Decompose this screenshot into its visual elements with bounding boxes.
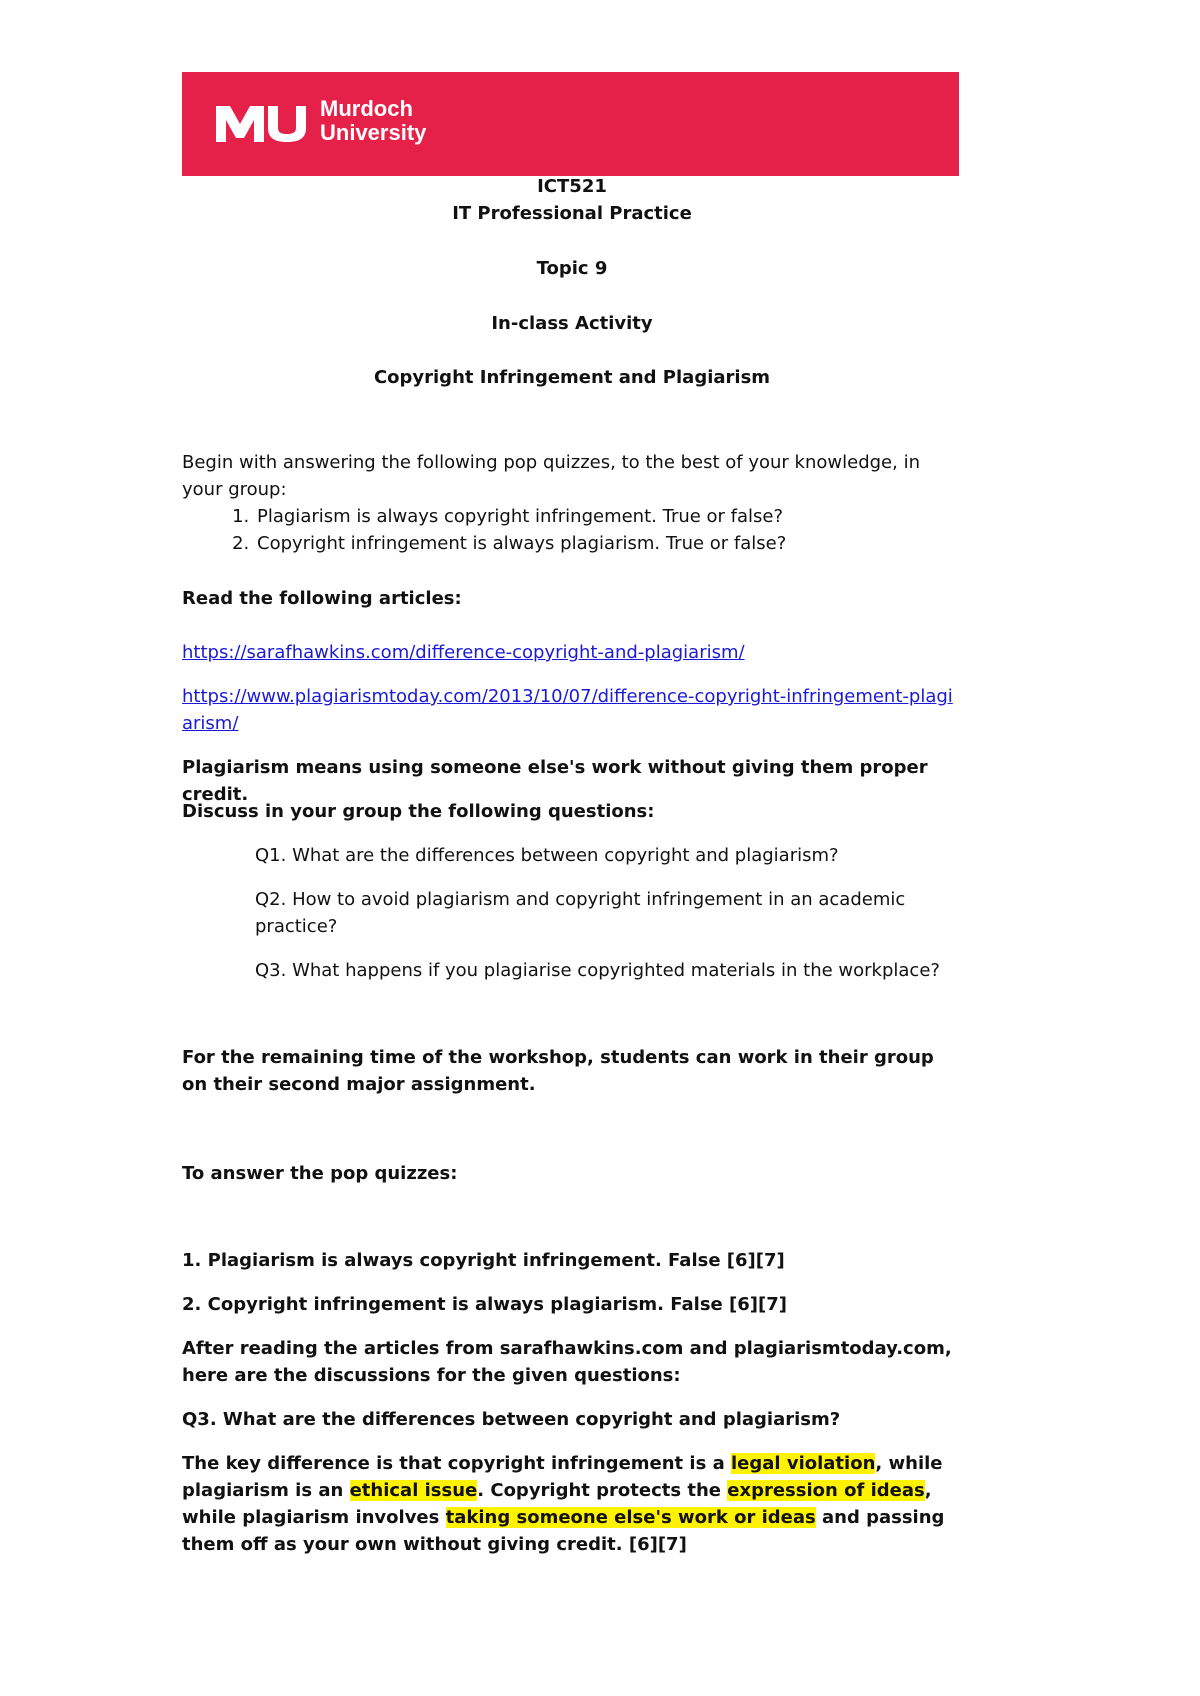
remaining-time-note: For the remaining time of the workshop, students can work in their group on their second major assignment. [182,1047,934,1095]
list-item: 2. Copyright infringement is always plagiarism. True or false? [255,530,975,557]
plagiarism-definition: Plagiarism means using someone else's work without giving them proper credit. [182,757,928,805]
question-1: Q1. What are the differences between copyright and plagiarism? [255,845,839,866]
discuss-heading: Discuss in your group the following questions: [182,801,655,822]
topic-label: Topic 9 [536,258,608,279]
answer-1: 1. Plagiarism is always copyright infringement. False [6][7] [182,1250,785,1271]
read-heading: Read the following articles: [182,588,462,609]
key-diff-text: The key difference is that copyright infringement is a [182,1453,731,1474]
answer-heading: To answer the pop quizzes: [182,1163,458,1184]
list-item: 1. Plagiarism is always copyright infringement. True or false? [255,503,975,530]
university-name-line1: Murdoch [320,96,413,121]
key-diff-text: , while plagiarism is an [182,1453,943,1501]
highlight-ethical-issue: ethical issue [349,1480,478,1501]
q3-heading: Q3. What are the differences between copyright and plagiarism? [182,1409,841,1430]
highlight-expression-of-ideas: expression of ideas [727,1480,925,1501]
university-logo [216,97,426,145]
course-code: ICT521 [537,176,607,197]
question-3: Q3. What happens if you plagiarise copyrighted materials in the workplace? [255,960,940,981]
article-link-2[interactable]: https://www.plagiarismtoday.com/2013/10/07/difference-copyright-infringement-plagiarism/ [182,686,953,734]
key-difference-paragraph [182,1450,962,1558]
quiz-list [182,503,975,557]
university-name [320,97,426,145]
activity-label: In-class Activity [491,313,653,334]
university-banner [182,72,959,176]
after-reading-text: After reading the articles from sarafhawkins.com and plagiarismtoday.com, here are the discussions for the given questions: [182,1338,952,1386]
key-diff-text: . Copyright protects the [477,1480,728,1501]
course-name: IT Professional Practice [452,203,692,224]
highlight-taking-work: taking someone else's work or ideas [445,1507,816,1528]
mu-logo-icon [216,100,310,142]
question-2: Q2. How to avoid plagiarism and copyright infringement in an academic practice? [255,889,906,937]
page-title: Copyright Infringement and Plagiarism [373,367,771,388]
article-link-1[interactable]: https://sarafhawkins.com/difference-copyright-and-plagiarism/ [182,642,745,663]
university-name-line2: University [320,120,427,145]
answer-2: 2. Copyright infringement is always plagiarism. False [6][7] [182,1294,787,1315]
key-diff-text: , while plagiarism involves [182,1480,932,1528]
key-diff-text: and passing them off as your own without giving credit. [6][7] [182,1507,945,1555]
highlight-legal-violation: legal violation [731,1453,876,1474]
intro-text: Begin with answering the following pop quizzes, to the best of your knowledge, in your group: [182,452,920,500]
